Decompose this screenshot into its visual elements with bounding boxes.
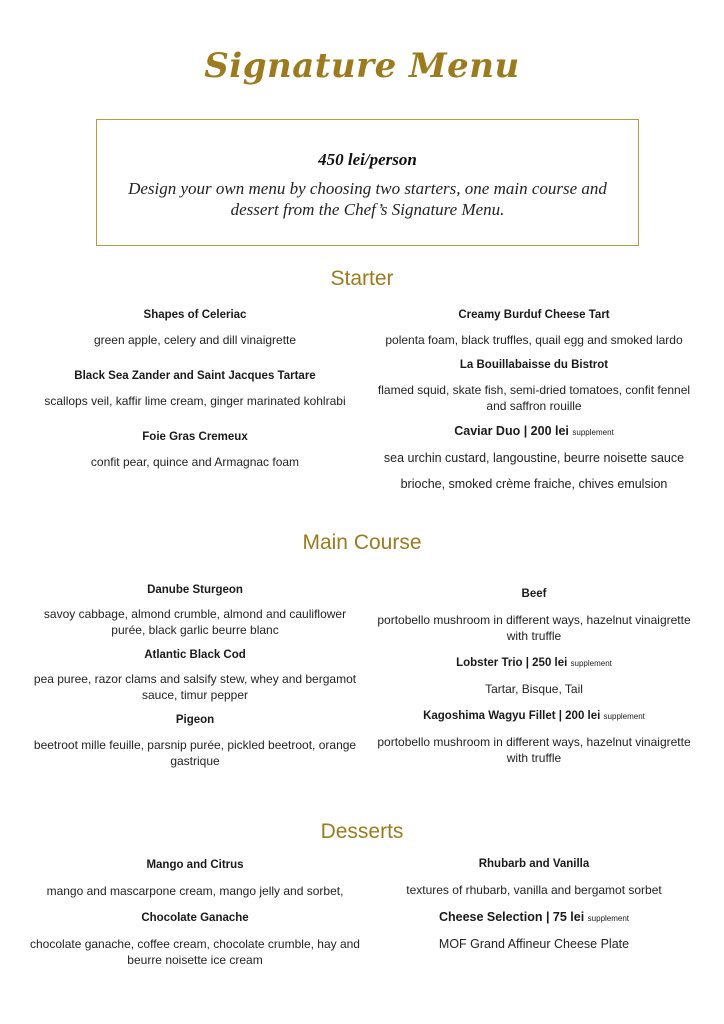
menu-item-description: chocolate ganache, coffee cream, chocolate crumble, hay and beurre noisette ice cream <box>30 937 360 967</box>
menu-item-description: polenta foam, black truffles, quail egg and smoked lardo <box>385 333 683 347</box>
menu-item-description: brioche, smoked crème fraiche, chives emulsion <box>400 477 668 491</box>
section-heading-main-course: Main Course <box>302 531 422 554</box>
intro-price: 450 lei/person <box>318 150 417 169</box>
section-heading-desserts: Desserts <box>320 820 404 843</box>
menu-item-name: Beef <box>521 588 547 600</box>
menu-item-name <box>372 708 696 725</box>
menu-item-description: green apple, celery and dill vinaigrette <box>93 333 297 347</box>
menu-item-name <box>372 423 696 441</box>
intro-text: Design your own menu by choosing two starters, one main course and dessert from the Chef’s Signature Menu. <box>128 179 607 219</box>
menu-item-description: portobello mushroom in different ways, hazelnut vinaigrette with truffle <box>377 613 691 643</box>
menu-item-description: MOF Grand Affineur Cheese Plate <box>438 937 630 951</box>
menu-item-name: Rhubarb and Vanilla <box>478 858 590 870</box>
menu-item-description: portobello mushroom in different ways, hazelnut vinaigrette with truffle <box>377 735 691 765</box>
menu-item-name-text: Cheese Selection | 75 lei <box>438 910 585 924</box>
menu-item-name: Creamy Burduf Cheese Tart <box>458 309 610 321</box>
menu-item-name: La Bouillabaisse du Bistrot <box>459 359 609 371</box>
menu-item-name: Shapes of Celeriac <box>143 309 247 321</box>
section-heading-starter: Starter <box>330 267 394 290</box>
menu-item-name-text: Kagoshima Wagyu Fillet | 200 lei <box>423 710 601 722</box>
supplement-label: supplement <box>587 914 630 923</box>
menu-item-description: Tartar, Bisque, Tail <box>485 682 583 696</box>
menu-item-name: Black Sea Zander and Saint Jacques Tartare <box>74 370 316 382</box>
menu-item-description: mango and mascarpone cream, mango jelly and sorbet, <box>46 884 344 898</box>
supplement-label: supplement <box>603 712 645 721</box>
menu-item-name-text: Lobster Trio | 250 lei <box>456 657 568 669</box>
menu-item-name: Atlantic Black Cod <box>144 649 246 661</box>
menu-item-description: pea puree, razor clams and salsify stew, whey and bergamot sauce, timur pepper <box>33 672 357 702</box>
intro-box <box>96 119 639 246</box>
menu-item-description: textures of rhubarb, vanilla and bergamot sorbet <box>406 883 662 897</box>
menu-item-name: Foie Gras Cremeux <box>142 431 248 443</box>
menu-item-description: savoy cabbage, almond crumble, almond and cauliflower purée, black garlic beurre blanc <box>43 607 347 637</box>
supplement-label: supplement <box>570 659 612 668</box>
menu-item-name: Pigeon <box>175 714 215 726</box>
menu-item-description: confit pear, quince and Armagnac foam <box>90 455 300 469</box>
menu-item-description: scallops veil, kaffir lime cream, ginger marinated kohlrabi <box>44 394 346 408</box>
menu-item-description: beetroot mille feuille, parsnip purée, pickled beetroot, orange gastrique <box>33 738 357 768</box>
menu-item-name <box>372 655 696 672</box>
menu-item-name: Danube Sturgeon <box>147 584 243 596</box>
menu-item-name: Chocolate Ganache <box>141 912 249 924</box>
menu-item-description: sea urchin custard, langoustine, beurre noisette sauce <box>383 451 685 465</box>
supplement-label: supplement <box>572 428 614 437</box>
page-title: Signature Menu <box>204 46 520 86</box>
menu-item-description: flamed squid, skate fish, semi-dried tomatoes, confit fennel and saffron rouille <box>377 383 691 413</box>
menu-item-name: Mango and Citrus <box>146 859 244 871</box>
menu-item-name <box>372 909 696 927</box>
menu-item-name-text: Caviar Duo | 200 lei <box>454 424 569 438</box>
